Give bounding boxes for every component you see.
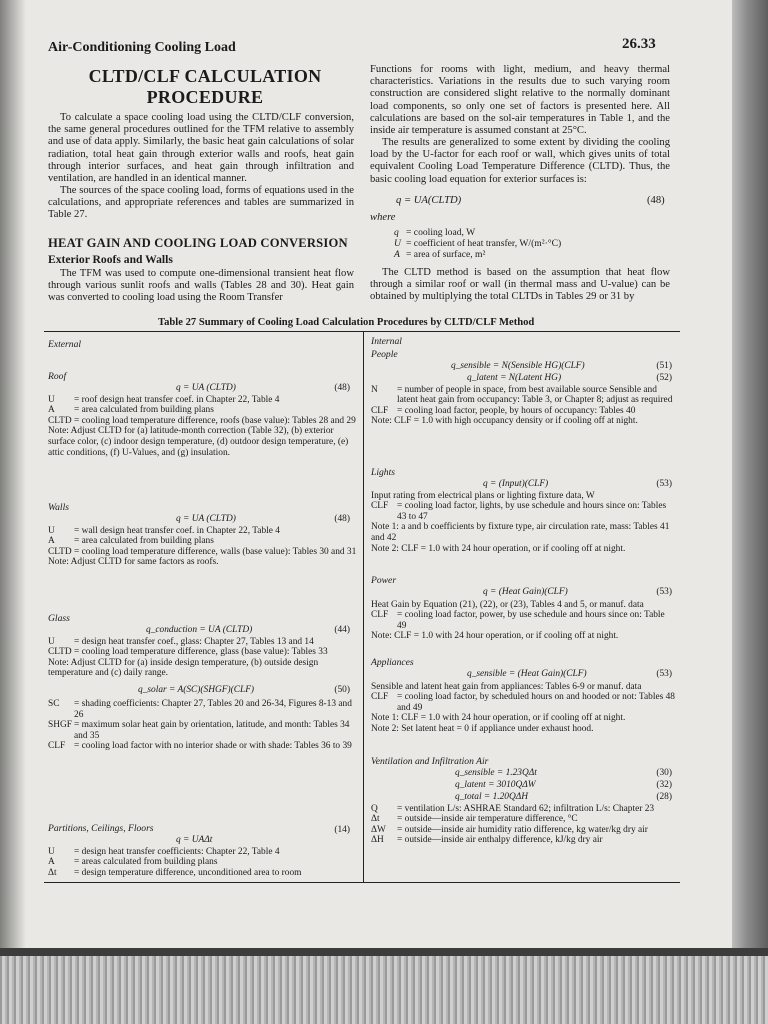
heading-exterior-roofs-walls: Exterior Roofs and Walls — [48, 253, 173, 266]
lights-note-1: Note 1: a and b coefficients by fixture type, air circulation rate, mass: Tables 41 and 42 — [371, 522, 670, 543]
table-top-rule — [44, 331, 680, 332]
definition-row: A = area of surface, m² — [394, 248, 486, 260]
walls-def-a: A = area calculated from building plans — [48, 536, 214, 547]
glass-conduction-equation: q_conduction = UA (CLTD) — [146, 624, 253, 635]
roof-note: Note: Adjust CLTD for (a) latitude-month correction (Table 32), (b) exterior surface color, (c) indoor design temperature, (d) outdoor design temperature, (e) attic conditions, (f) U-Values, and (g) insulation. — [48, 426, 349, 458]
people-block — [371, 350, 676, 427]
glass-conduction-equation-number: (44) — [334, 624, 350, 635]
ventilation-def-q: Q = ventilation L/s: ASHRAE Standard 62; infiltration L/s: Chapter 23 — [371, 803, 655, 814]
walls-equation-number: (48) — [334, 513, 350, 524]
partitions-def-a: A = areas calculated from building plans — [48, 857, 218, 868]
section-title-line1: CLTD/CLF CALCULATION — [88, 66, 322, 86]
glass-def-u: U = design heat transfer coef., glass: Chapter 27, Tables 13 and 14 — [48, 636, 314, 647]
glass-def-cltd: CLTD = cooling load temperature difference, glass (base value): Tables 33 — [48, 647, 328, 658]
power-equation: q = (Heat Gain)(CLF) — [483, 586, 568, 597]
people-label: People — [371, 349, 398, 360]
table-column-divider — [363, 331, 364, 882]
left-paragraph-2: The sources of the space cooling load, forms of equations used in the calculations, and appropriate references and tables are summarized in Table 27. — [48, 185, 354, 221]
appliances-note-2: Note 2: Set latent heat = 0 if appliance under exhaust hood. — [371, 723, 594, 734]
appliances-def-clf: CLF = cooling load factor, by scheduled hours on and hooded or not: Tables 48 and 49 — [371, 692, 675, 713]
power-label: Power — [371, 575, 397, 586]
ventilation-latent-equation: q_latent = 3010QΔW — [455, 779, 536, 790]
ventilation-sensible-equation-number: (30) — [656, 767, 672, 778]
page-number: 26.33 — [622, 36, 656, 52]
right-paragraph-1: Functions for rooms with light, medium, and heavy thermal characteristics. Variations in the results due to such varying room construction are considered slight relative to the normally dominant load components, so only one set of factors is presented here. All calculations are based on the sol-air temperatures in Table 1, and the inside air temperature is assumed constant at 25°C. — [370, 64, 670, 137]
glass-solar-equation: q_solar = A(SC)(SHGF)(CLF) — [138, 684, 255, 695]
glass-block — [48, 614, 358, 752]
walls-def-u: U = wall design heat transfer coef. in Chapter 22, Table 4 — [48, 525, 280, 536]
book-binding — [732, 0, 768, 948]
partitions-def-dt: Δt = design temperature difference, unconditioned area to room — [48, 867, 302, 878]
partitions-equation-number: (14) — [334, 824, 350, 835]
walls-block — [48, 503, 358, 568]
glass-def-shgf: SHGF = maximum solar heat gain by orientation, latitude, and month: Tables 34 and 35 — [48, 720, 350, 741]
table-bottom-rule — [44, 882, 680, 883]
glass-def-clf: CLF = cooling load factor with no interior shade or with shade: Tables 36 to 39 — [48, 741, 352, 752]
people-sensible-equation: q_sensible = N(Sensible HG)(CLF) — [451, 360, 585, 371]
section-title-line2: PROCEDURE — [146, 87, 264, 107]
table-27-title: Table 27 Summary of Cooling Load Calculation Procedures by CLTD/CLF Method — [158, 317, 535, 328]
lights-def-clf: CLF = cooling load factor, lights, by use schedule and hours since on: Tables 43 to 47 — [371, 501, 667, 522]
partitions-block — [48, 824, 358, 878]
lights-block — [371, 468, 676, 554]
power-def-clf: CLF = cooling load factor, power, by use schedule and hours since on: Table 49 — [371, 610, 665, 631]
walls-note: Note: Adjust CLTD for same factors as roofs. — [48, 557, 219, 568]
ventilation-def-dt: Δt = outside—inside air temperature difference, °C — [371, 814, 578, 825]
left-paragraph-1: To calculate a space cooling load using the CLTD/CLF conversion, the same general procedures outlined for the TFM relative to assembly and use of data apply. Similarly, the basic heat gain calculations of solar radiation, total heat gain through exterior walls and roofs, heat gain through interior surfaces, and heat gain through infiltration and ventilation, are handled in an identical manner. — [48, 112, 354, 185]
people-note: Note: CLF = 1.0 with high occupancy density or if cooling off at night. — [371, 416, 638, 427]
roof-equation: q = UA (CLTD) — [176, 382, 236, 393]
walls-label: Walls — [48, 502, 69, 513]
ventilation-total-equation-number: (28) — [656, 791, 672, 802]
power-note: Note: CLF = 1.0 with 24 hour operation, or if cooling off at night. — [371, 631, 619, 642]
partitions-equation: q = UAΔt — [176, 834, 213, 845]
ventilation-label: Ventilation and Infiltration Air — [371, 756, 489, 767]
lights-label: Lights — [371, 467, 395, 478]
equation-48: q = UA(CLTD) — [396, 195, 462, 206]
walls-equation: q = UA (CLTD) — [176, 513, 236, 524]
lights-equation-number: (53) — [656, 478, 672, 489]
appliances-equation: q_sensible = (Heat Gain)(CLF) — [467, 668, 587, 679]
walls-def-cltd: CLTD = cooling load temperature difference, walls (base value): Tables 30 and 31 — [48, 546, 357, 557]
running-head: Air-Conditioning Cooling Load — [48, 40, 236, 55]
appliances-equation-number: (53) — [656, 668, 672, 679]
appliances-note-1: Note 1: CLF = 1.0 with 24 hour operation, or if cooling off at night. — [371, 713, 626, 724]
roof-equation-number: (48) — [334, 382, 350, 393]
appliances-heat-gain-source: Sensible and latent heat gain from appliances: Tables 6-9 or manuf. data — [371, 681, 642, 692]
glass-label: Glass — [48, 613, 70, 624]
right-paragraph-2: The results are generalized to some extent by dividing the cooling load by the U-factor for each roof or wall, which gives units of total equivalent Cooling Load Temperature Difference (CLTD). Thus, the basic cooling load equation for exterior surfaces is: — [370, 137, 670, 185]
people-latent-equation-number: (52) — [656, 372, 672, 383]
lights-input-rating: Input rating from electrical plans or lighting fixture data, W — [371, 490, 595, 501]
ventilation-sensible-equation: q_sensible = 1.23QΔt — [455, 767, 537, 778]
ventilation-def-dh: ΔH = outside—inside air enthalpy difference, kJ/kg dry air — [371, 835, 603, 846]
people-def-clf: CLF = cooling load factor, people, by hours of occupancy: Tables 40 — [371, 405, 636, 416]
left-paragraph-3: The TFM was used to compute one-dimensional transient heat flow through various sunlit roofs and walls (Tables 28 and 30). Heat gain was converted to cooling load using the Room Transfer — [48, 268, 354, 304]
internal-label: Internal — [371, 336, 402, 347]
people-latent-equation: q_latent = N(Latent HG) — [467, 372, 562, 383]
glass-note: Note: Adjust CLTD for (a) inside design temperature, (b) outside design temperature and (c) daily range. — [48, 657, 319, 679]
where-label: where — [370, 212, 396, 223]
roof-def-u: U = roof design heat transfer coef. in Chapter 22, Table 4 — [48, 394, 280, 405]
appliances-block — [371, 658, 676, 735]
definition-row: q = cooling load, W — [394, 227, 476, 238]
definition-row: U = coefficient of heat transfer, W/(m²·°C) — [394, 237, 562, 249]
roof-def-a: A = area calculated from building plans — [48, 405, 214, 416]
scanner-bed-edge — [0, 948, 768, 1024]
heading-heat-gain: HEAT GAIN AND COOLING LOAD CONVERSION — [48, 236, 348, 250]
people-def-n: N = number of people in space, from best available source Sensible and latent heat gain from occupancy: Table 3, or Chapter 8; adjust as required — [371, 384, 673, 406]
roof-def-cltd: CLTD = cooling load temperature difference, roofs (base value): Tables 28 and 29 — [48, 415, 356, 426]
roof-block — [48, 372, 358, 458]
ventilation-latent-equation-number: (32) — [656, 779, 672, 790]
lights-equation: q = (Input)(CLF) — [483, 478, 549, 489]
glass-solar-equation-number: (50) — [334, 684, 350, 695]
variable-definitions — [394, 228, 674, 260]
ventilation-total-equation: q_total = 1.20QΔH — [455, 791, 529, 802]
section-title — [60, 66, 350, 108]
ventilation-def-dw: ΔW = outside—inside air humidity ratio difference, kg water/kg dry air — [371, 824, 648, 835]
appliances-label: Appliances — [371, 657, 414, 668]
partitions-label: Partitions, Ceilings, Floors — [48, 823, 154, 834]
ventilation-block — [371, 757, 676, 846]
people-sensible-equation-number: (51) — [656, 360, 672, 371]
power-equation-number: (53) — [656, 586, 672, 597]
power-block — [371, 576, 676, 642]
roof-label: Roof — [48, 371, 67, 382]
right-paragraph-3: The CLTD method is based on the assumption that heat flow through a similar roof or wall (in thermal mass and U-value) can be obtained by multiplying the total CLTDs in Tables 29 or 31 by — [370, 267, 670, 303]
partitions-def-u: U = design heat transfer coefficients: Chapter 22, Table 4 — [48, 846, 280, 857]
equation-48-number: (48) — [647, 195, 665, 206]
power-heat-gain-source: Heat Gain by Equation (21), (22), or (23), Tables 4 and 5, or manuf. data — [371, 599, 644, 610]
external-label: External — [48, 339, 82, 350]
lights-note-2: Note 2: CLF = 1.0 with 24 hour operation, or if cooling off at night. — [371, 543, 626, 554]
glass-def-sc: SC = shading coefficients: Chapter 27, Tables 20 and 26-34, Figures 8-13 and 26 — [48, 698, 352, 720]
